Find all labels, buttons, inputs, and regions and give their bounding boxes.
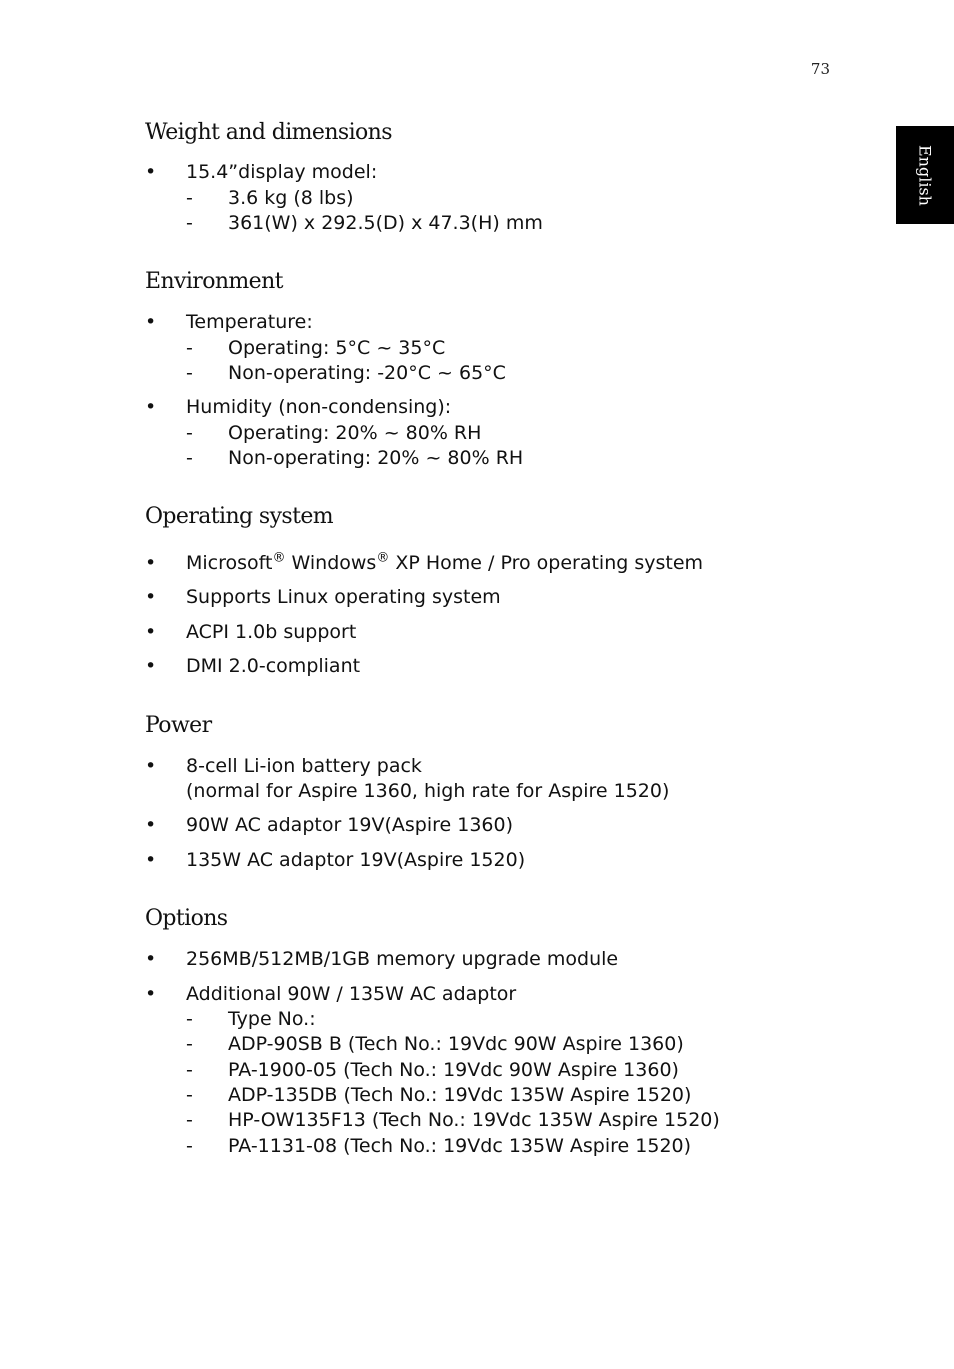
list-item-text <box>186 551 703 575</box>
dash: - <box>186 1135 193 1157</box>
section-title-power: Power <box>145 713 212 738</box>
section-title-operating-system: Operating system <box>145 504 334 529</box>
sub-list-item-text: Operating: 5°C ~ 35°C <box>228 337 446 359</box>
registered-mark: ® <box>272 550 286 566</box>
language-tab-label: English <box>915 144 935 206</box>
bullet: • <box>145 655 157 677</box>
list-item-text: Additional 90W / 135W AC adaptor <box>186 983 517 1005</box>
list-item-text: 135W AC adaptor 19V(Aspire 1520) <box>186 849 526 871</box>
os-edition: XP Home / Pro operating system <box>389 552 704 574</box>
language-tab <box>896 126 954 224</box>
list-item-text: Temperature: <box>186 311 313 333</box>
list-item-text: 15.4”display model: <box>186 161 378 183</box>
bullet: • <box>145 814 157 836</box>
bullet: • <box>145 849 157 871</box>
sub-list-item-text: ADP-90SB B (Tech No.: 19Vdc 90W Aspire 1360) <box>228 1033 684 1055</box>
sub-list-item-text: HP-OW135F13 (Tech No.: 19Vdc 135W Aspire 1520) <box>228 1109 720 1131</box>
bullet: • <box>145 755 157 777</box>
dash: - <box>186 1008 193 1030</box>
bullet: • <box>145 621 157 643</box>
section-title-options: Options <box>145 906 228 931</box>
list-item-text: 256MB/512MB/1GB memory upgrade module <box>186 948 619 970</box>
sub-list-item-text: PA-1131-08 (Tech No.: 19Vdc 135W Aspire 1520) <box>228 1135 692 1157</box>
dash: - <box>186 422 193 444</box>
sub-list-item-text: 3.6 kg (8 lbs) <box>228 187 354 209</box>
list-item-text: 8-cell Li-ion battery pack <box>186 755 422 777</box>
sub-list-item-text: Non-operating: 20% ~ 80% RH <box>228 447 524 469</box>
section-title-weight: Weight and dimensions <box>145 120 392 145</box>
dash: - <box>186 1033 193 1055</box>
dash: - <box>186 212 193 234</box>
list-item-text: 90W AC adaptor 19V(Aspire 1360) <box>186 814 514 836</box>
sub-list-item-text: Type No.: <box>228 1008 316 1030</box>
bullet: • <box>145 552 157 574</box>
os-brand-microsoft: Microsoft <box>186 552 273 574</box>
bullet: • <box>145 311 157 333</box>
list-item-text: Supports Linux operating system <box>186 586 501 608</box>
sub-list-item-text: Non-operating: -20°C ~ 65°C <box>228 362 506 384</box>
sub-list-item-text: Operating: 20% ~ 80% RH <box>228 422 482 444</box>
bullet: • <box>145 396 157 418</box>
section-title-environment: Environment <box>145 269 283 294</box>
list-item-text: ACPI 1.0b support <box>186 621 357 643</box>
page-number: 73 <box>810 60 830 78</box>
registered-mark: ® <box>376 550 390 566</box>
list-item-text: Humidity (non-condensing): <box>186 396 452 418</box>
dash: - <box>186 187 193 209</box>
dash: - <box>186 1109 193 1131</box>
bullet: • <box>145 983 157 1005</box>
dash: - <box>186 447 193 469</box>
list-item-text: DMI 2.0-compliant <box>186 655 361 677</box>
os-brand-windows: Windows <box>285 552 377 574</box>
list-item-text: (normal for Aspire 1360, high rate for Aspire 1520) <box>186 780 670 802</box>
dash: - <box>186 362 193 384</box>
dash: - <box>186 1059 193 1081</box>
sub-list-item-text: ADP-135DB (Tech No.: 19Vdc 135W Aspire 1520) <box>228 1084 692 1106</box>
sub-list-item-text: 361(W) x 292.5(D) x 47.3(H) mm <box>228 212 543 234</box>
bullet: • <box>145 948 157 970</box>
bullet: • <box>145 586 157 608</box>
sub-list-item-text: PA-1900-05 (Tech No.: 19Vdc 90W Aspire 1360) <box>228 1059 679 1081</box>
dash: - <box>186 337 193 359</box>
dash: - <box>186 1084 193 1106</box>
bullet: • <box>145 161 157 183</box>
